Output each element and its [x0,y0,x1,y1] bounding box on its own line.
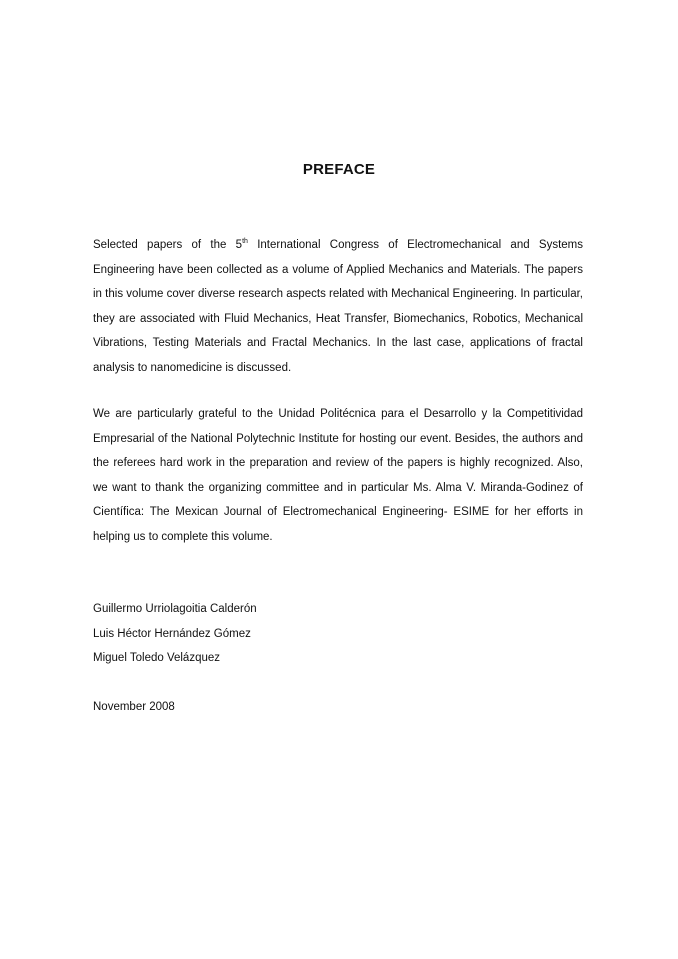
signer-name: Guillermo Urriolagoitia Calderón [93,603,257,615]
paragraph-acknowledgements: We are particularly grateful to the Unidad Politécnica para el Desarrollo y la Competitividad Empresarial of the National Polytechnic Institute for hosting our event. Besides, the authors and the referees hard work in the preparation and review of the papers is highly recognized. Also, we want to thank the organizing committee and in particular Ms. Alma V. Miranda-Godinez of Científica: The Mexican Journal of Electromechanical Engineering- ESIME for her efforts in helping us to complete this volume. [93,408,583,543]
signer-name: Luis Héctor Hernández Gómez [93,627,251,640]
paragraph-intro-rest: International Congress of Electromechanical and Systems Engineering have been collected as a volume of Applied Mechanics and Materials. The papers in this volume cover diverse research aspects related with Mechanical Engineering. In particular, they are associated with Fluid Mechanics, Heat Transfer, Biomechanics, Robotics, Mechanical Vibrations, Testing Materials and Fractal Mechanics. In the last case, applications of fractal analysis to nanomedicine is discussed. [93,239,583,374]
paragraph-intro [93,233,583,380]
signer-name: Miguel Toledo Velázquez [93,652,221,664]
page-title: PREFACE [302,161,376,178]
paragraph-intro-start: Selected papers of the 5 [93,239,243,251]
signers-list [93,597,257,671]
date-line: November 2008 [93,701,175,713]
ordinal-superscript: th [242,238,248,246]
